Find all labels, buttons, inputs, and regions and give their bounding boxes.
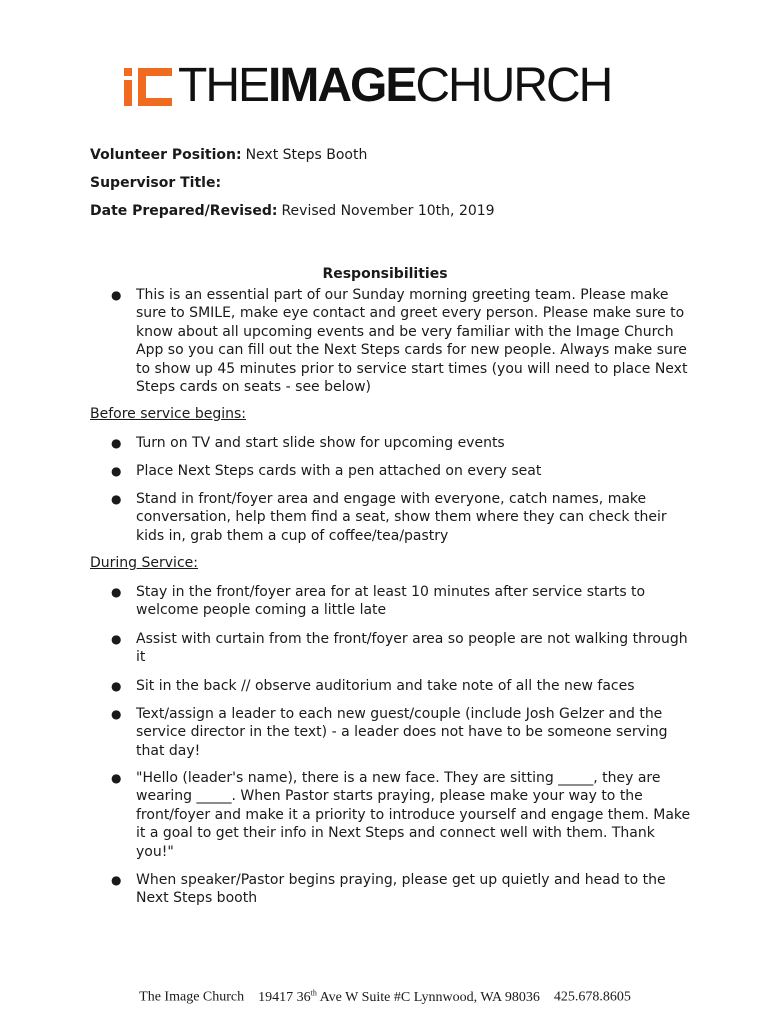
list-item: ● "Hello (leader's name), there is a new face. They are sitting _____, they are wearing _____. When Pastor starts praying, please make your way to the front/foyer and make it a priority to introduce yourself and engage them. Make it a goal to get their info in Next Steps and connect well with them. Thank you!"	[111, 770, 691, 860]
list-item: ● Assist with curtain from the front/foyer area so people are not walking through it	[111, 631, 688, 666]
footer-address: 19417 36th Ave W Suite #C Lynnwood, WA 98036	[258, 988, 540, 1005]
church-logo	[122, 59, 612, 112]
list-item: ● When speaker/Pastor begins praying, please get up quietly and head to the Next Steps booth	[111, 872, 666, 907]
position-label: Volunteer Position:	[90, 147, 242, 163]
list-item: ● This is an essential part of our Sunday morning greeting team. Please make sure to SMILE, make eye contact and greet every person. Please make sure to know about all upcoming events and be very familiar with the Image Church App so you can fill out the Next Steps cards for new people. Always make sure to show up 45 minutes prior to service start times (you will need to place Next Steps cards on seats - see below)	[111, 287, 688, 396]
supervisor-title	[90, 174, 225, 192]
date-value: Revised November 10th, 2019	[281, 203, 495, 219]
list-item: ● Sit in the back // observe auditorium and take note of all the new faces	[111, 678, 635, 694]
volunteer-position	[90, 146, 367, 164]
church-logo-icon	[122, 64, 172, 108]
footer-phone: 425.678.8605	[553, 989, 631, 1005]
footer-church-name: The Image Church	[139, 989, 245, 1005]
supervisor-label: Supervisor Title:	[90, 175, 222, 191]
footer	[0, 988, 770, 1006]
list-item: ● Stay in the front/foyer area for at least 10 minutes after service starts to welcome people coming a little late	[111, 584, 646, 619]
logo-text-the: THE	[178, 59, 268, 112]
position-value: Next Steps Booth	[245, 147, 368, 163]
logo-text-image: IMAGE	[268, 59, 416, 112]
logo-text-church: CHURCH	[415, 59, 612, 112]
list-item: ● Text/assign a leader to each new guest/couple (include Josh Gelzer and the service director in the text) - a leader does not have to be someone serving that day!	[111, 706, 668, 759]
responsibilities-heading: Responsibilities	[322, 266, 448, 282]
list-item: ● Place Next Steps cards with a pen attached on every seat	[111, 463, 542, 479]
logo-wordmark	[178, 59, 612, 112]
during-service-heading: During Service:	[90, 555, 198, 571]
list-item: ● Stand in front/foyer area and engage with everyone, catch names, make conversation, help them find a seat, show them where they can check their kids in, grab them a cup of coffee/tea/pastry	[111, 491, 667, 544]
before-service-heading: Before service begins:	[90, 406, 246, 422]
date-label: Date Prepared/Revised:	[90, 203, 278, 219]
date-prepared	[90, 202, 495, 220]
list-item: ● Turn on TV and start slide show for upcoming events	[111, 435, 505, 451]
